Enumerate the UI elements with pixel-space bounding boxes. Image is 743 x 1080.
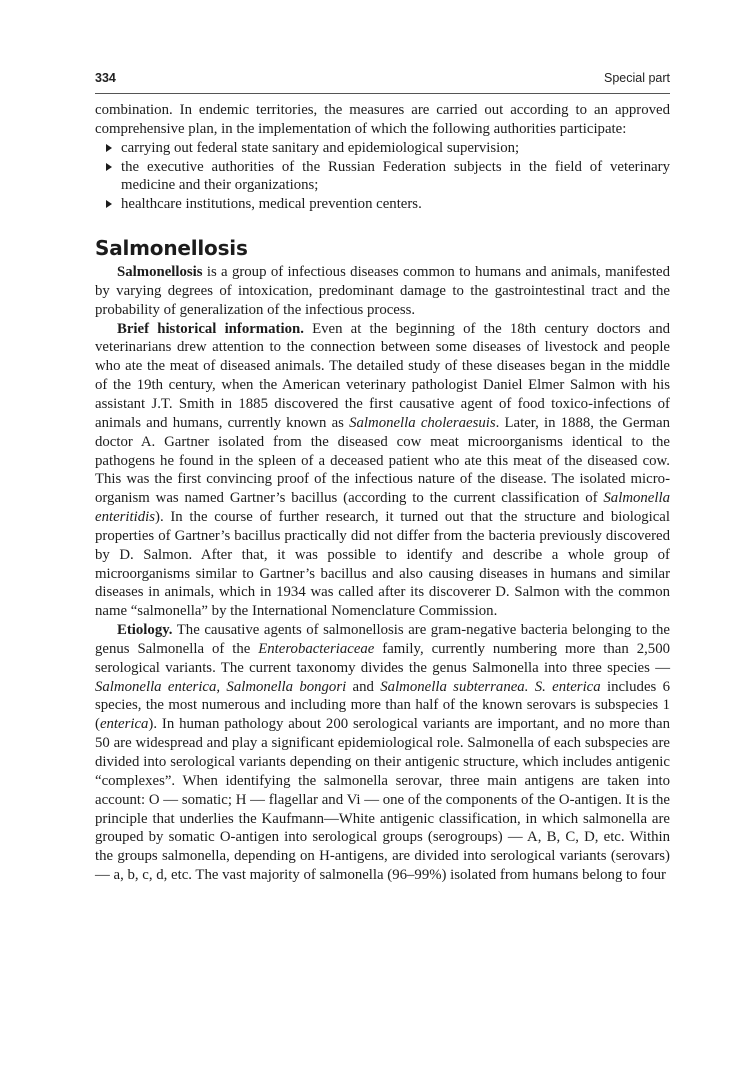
species-name: Salmonella enterica, Salmonella bongori [95,678,347,695]
paragraph-text: Even at the beginning of the 18th century doctors and veterinarians drew attention to the connection between some diseases of livestock and people who ate the meat of diseased animals. The detailed study of these diseases began in the middle of the 19th century, when the American veterinary pathologist Daniel Elmer Salmon with his assistant J.T. Smith in 1885 discovered the first causative agent of food toxico-infections of animals and humans, currently known as [95,320,670,431]
species-name: Salmonella enteritidis [95,490,670,526]
list-item-text: carrying out federal state sanitary and epidemiological supervision; [121,139,520,156]
intro-paragraph: combination. In endemic territories, the measures are carried out according to an approved comprehensive plan, in the implementation of which the following authorities participate: [95,102,670,137]
authorities-list [95,139,670,214]
species-name: Salmonella subterranea. S. enterica [380,678,601,695]
list-item [95,139,670,158]
paragraph-text: ). In the course of further research, it turned out that the structure and biological properties of Gartner’s bacillus practically did not differ from the bacteria previously discovered by D. Salmon. After that, it was possible to identify and describe a whole group of microorganisms similar to Gartner’s bacillus and also causing diseases in humans and similar diseases in animals, which in 1934 was called after its discoverer D. Salmon with the common name “salmonella” by the International Nomenclature Commission. [95,509,670,620]
running-title: Special part [603,71,670,85]
definition-text: is a group of infectious diseases common to humans and animals, manifested by varying degrees of intoxication, predominant damage to the gastrointestinal tract and the probability of generalization of the infectious process. [95,264,670,318]
bullet-triangle-icon [106,144,112,152]
subspecies-name: enterica [99,716,149,733]
section-title: Salmonellosis [95,236,248,261]
paragraph-text: includes 6 species, the most numerous and including more than half of the known serovars is subspecies 1 ( [95,678,671,733]
list-item-text: the executive authorities of the Russian Federation subjects in the field of veterinary medicine and their organizations; [121,158,670,194]
page-body [95,101,670,885]
paragraph-text: family, currently numbering more than 2,500 serological variants. The current taxonomy divides the genus Salmonella into three species — [95,640,670,676]
paragraph-text: The causative agents of salmonellosis are gram-negative bacteria belonging to the genus Salmonella of the [95,622,670,657]
history-heading: Brief historical information. [117,320,304,337]
bullet-triangle-icon [106,200,112,208]
paragraph-text: and [346,678,381,695]
etiology-paragraph [95,621,670,885]
bullet-triangle-icon [106,163,112,171]
header-rule [95,93,670,94]
running-header [95,68,670,90]
history-paragraph [95,320,670,622]
species-name: Salmonella choleraesuis [349,414,496,431]
list-item [95,158,670,196]
list-item [95,195,670,214]
paragraph-text: ). In human pathology about 200 serological variants are important, and no more than 50 are widespread and play a significant epidemiological role. Salmonella of each subspecies are divided into serological variants depending on their antigenic structure, which includes antigenic “complexes”. When identifying the salmonella serovar, three main antigens are taken into account: O — somatic; H — flagellar and Vi — one of the components of the O-antigen. It is the principle that underlies the Kaufmann—White antigenic classification, in which salmonella are grouped by somatic O-antigen into serological groups (serogroups) — A, B, C, D, etc. Within the groups salmonella, depending on H-antigens, are divided into serological variants (serovars) — a, b, c, d, etc. The vast majority of salmonella (96–99%) isolated from humans belong to four [95,716,670,884]
page-number: 334 [95,71,116,85]
family-name: Enterobacteriaceae [258,640,375,657]
etiology-heading: Etiology. [117,622,173,639]
list-item-text: healthcare institutions, medical prevention centers. [121,196,422,213]
definition-paragraph [95,263,670,320]
defined-term: Salmonellosis [117,264,203,281]
paragraph-text: . Later, in 1888, the German doctor A. Gartner isolated from the diseased cow meat microorganisms identical to the pathogens he found in the spleen of a deceased patient who ate this meat of the diseased cow. This was the first convincing proof of the infectious nature of the disease. The isolated microorganism was named Gartner’s bacillus (according to the current classification of [95,414,670,507]
